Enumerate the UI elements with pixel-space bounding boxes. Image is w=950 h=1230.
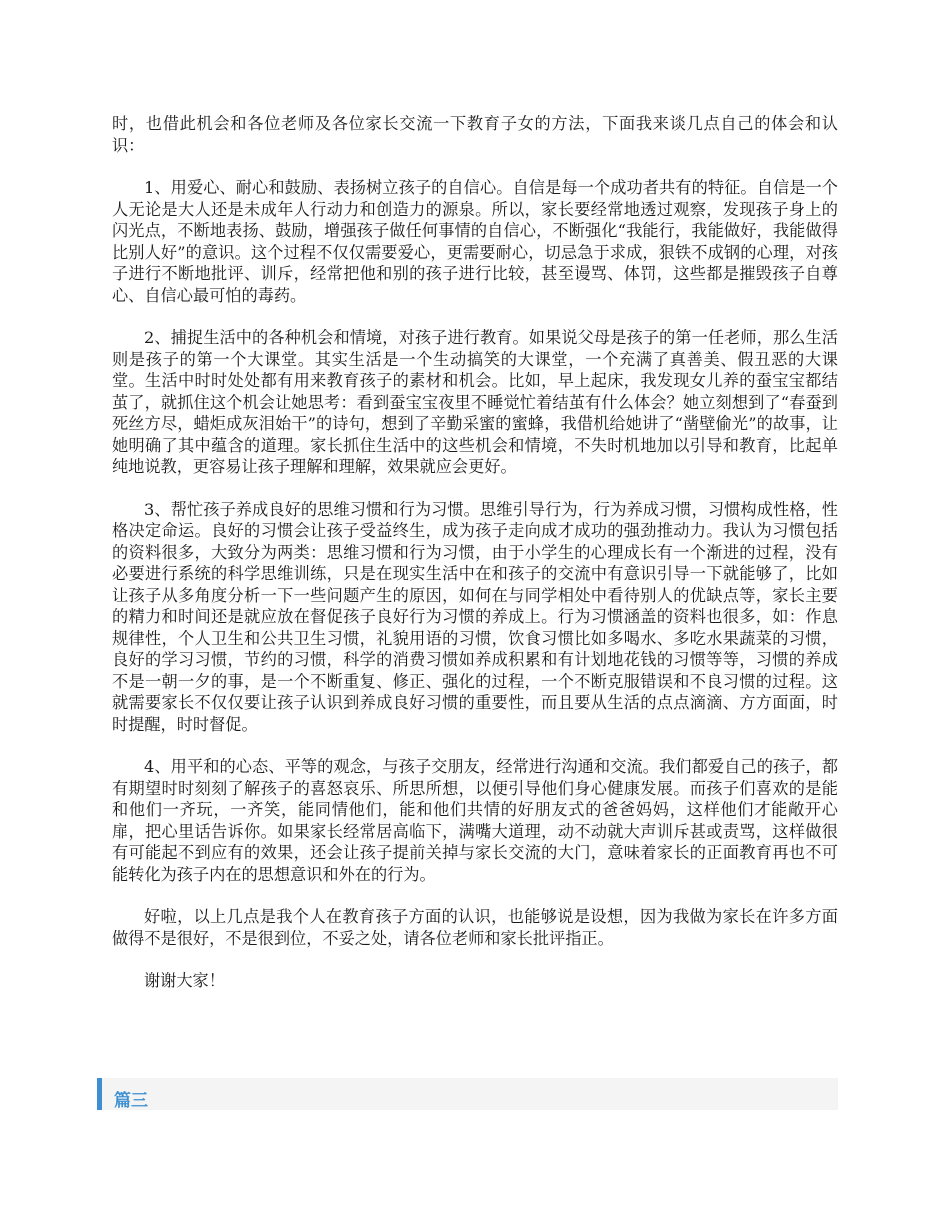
paragraph-1: 1、用爱心、耐心和鼓励、表扬树立孩子的自信心。自信是每一个成功者共有的特征。自信是一个人无论是大人还是未成年人行动力和创造力的源泉。所以，家长要经常地透过观察，发现孩子身上的闪光点，不断地表扬、鼓励，增强孩子做任何事情的自信心，不断强化“我能行，我能做好，我能做得比别人好”的意识。这个过程不仅仅需要爱心，更需要耐心，切忌急于求成，狠铁不成钢的心理，对孩子进行不断地批评、训斥，经常把他和别的孩子进行比较，甚至谩骂、体罚，这些都是摧毁孩子自尊心、自信心最可怕的毒药。 (112, 178, 838, 305)
closing-paragraph: 好啦，以上几点是我个人在教育孩子方面的认识，也能够说是设想，因为我做为家长在许多方面做得不是很好，不是很到位，不妥之处，请各位老师和家长批评指正。 (112, 907, 838, 948)
paragraph-2: 2、捕捉生活中的各种机会和情境，对孩子进行教育。如果说父母是孩子的第一任老师，那么生活则是孩子的第一个大课堂。其实生活是一个生动搞笑的大课堂，一个充满了真善美、假丑恶的大课堂。生活中时时处处都有用来教育孩子的素材和机会。比如，早上起床，我发现女儿养的蚕宝宝都结茧了，就抓住这个机会让她思考：看到蚕宝宝夜里不睡觉忙着结茧有什么体会？她立刻想到了“春蚕到死丝方尽，蜡炬成灰泪始干”的诗句，想到了辛勤采蜜的蜜蜂，我借机给她讲了“凿壁偷光”的故事，让她明确了其中蕴含的道理。家长抓住生活中的这些机会和情境，不失时机地加以引导和教育，比起单纯地说教，更容易让孩子理解和理解，效果就应会更好。 (112, 328, 838, 476)
section-accent-bar (97, 1078, 102, 1110)
paragraph-3: 3、帮忙孩子养成良好的思维习惯和行为习惯。思维引导行为，行为养成习惯，习惯构成性格，性格决定命运。良好的习惯会让孩子受益终生，成为孩子走向成才成功的强劲推动力。我认为习惯包括的资料很多，大致分为两类：思维习惯和行为习惯，由于小学生的心理成长有一个渐进的过程，没有必要进行系统的科学思维训练，只是在现实生活中在和孩子的交流中有意识引导一下就能够了，比如让孩子从多角度分析一下一些问题产生的原因，如何在与同学相处中看待别人的优缺点等，家长主要的精力和时间还是就应放在督促孩子良好行为习惯的养成上。行为习惯涵盖的资料也很多，如：作息规律性，个人卫生和公共卫生习惯，礼貌用语的习惯，饮食习惯比如多喝水、多吃水果蔬菜的习惯，良好的学习习惯，节约的习惯，科学的消费习惯如养成积累和有计划地花钱的习惯等等，习惯的养成不是一朝一夕的事，是一个不断重复、修正、强化的过程，一个不断克服错误和不良习惯的过程。这就需要家长不仅仅要让孩子认识到养成良好习惯的重要性，而且要从生活的点点滴滴、方方面面，时时提醒，时时督促。 (112, 499, 838, 734)
intro-paragraph: 时，也借此机会和各位老师及各位家长交流一下教育子女的方法，下面我来谈几点自己的体会和认识： (112, 114, 838, 155)
thanks-line: 谢谢大家！ (144, 971, 225, 990)
document-body (112, 113, 838, 992)
section-title: 篇三 (114, 1090, 148, 1111)
section-heading (97, 1078, 838, 1110)
paragraph-4: 4、用平和的心态、平等的观念，与孩子交朋友，经常进行沟通和交流。我们都爱自己的孩子，都有期望时时刻刻了解孩子的喜怒哀乐、所思所想，以便引导他们身心健康发展。而孩子们喜欢的是能和他们一齐玩，一齐笑，能同情他们，能和他们共情的好朋友式的爸爸妈妈，这样他们才能敞开心扉，把心里话告诉你。如果家长经常居高临下，满嘴大道理，动不动就大声训斥甚或责骂，这样做很有可能起不到应有的效果，还会让孩子提前关掉与家长交流的大门，意味着家长的正面教育再也不可能转化为孩子内在的思想意识和外在的行为。 (112, 757, 838, 884)
